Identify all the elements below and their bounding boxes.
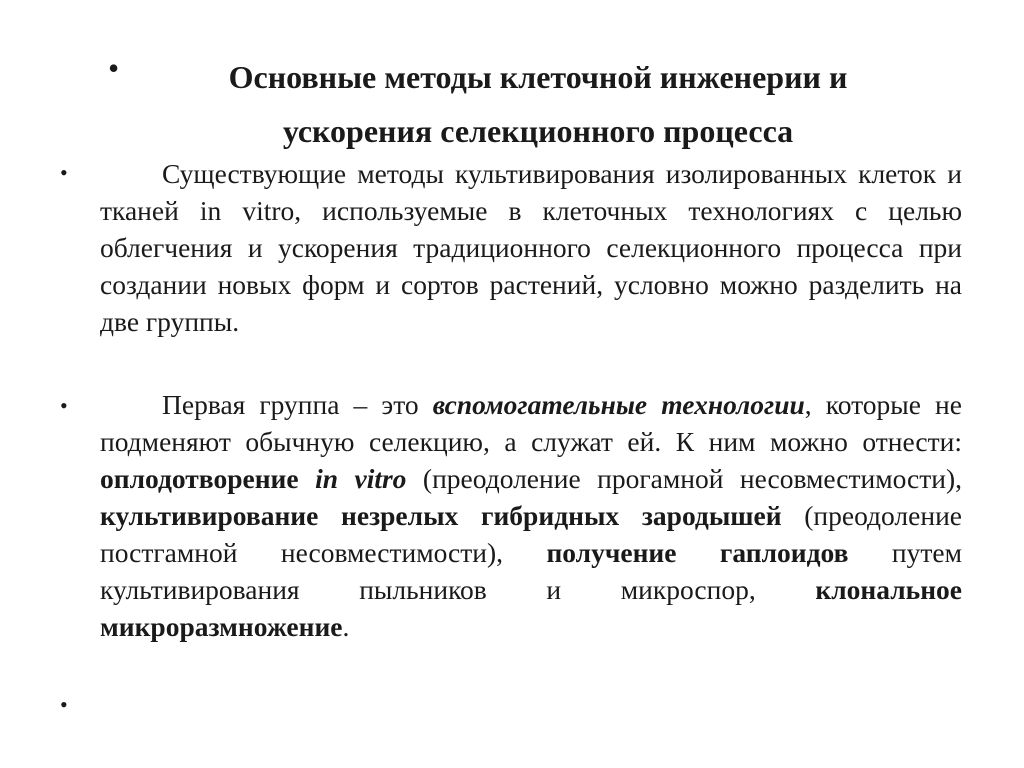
slide-title — [108, 50, 928, 158]
paragraph-1 — [100, 155, 962, 340]
title-bullet: • — [108, 50, 120, 86]
title-line-1: Основные методы клеточной инженерии и — [228, 59, 848, 95]
paragraph-2 — [100, 386, 962, 645]
paragraph-2-text-8: (преодоление постгамной несовместимости), — [100, 500, 962, 568]
paragraph-1-bullet: • — [60, 160, 68, 185]
auxiliary-technologies-term: вспомогательные технологии — [432, 389, 805, 420]
haploids-term: получение гаплоидов — [546, 537, 849, 568]
paragraph-2-text-12: . — [342, 611, 350, 642]
paragraph-2-text-3: , которые не подменяют обычную селекцию, а служат ей. К ним можно отнести: — [100, 389, 962, 457]
title-line-2: ускорения селекционного процесса — [282, 113, 794, 149]
paragraph-1-text: Существующие методы культивирования изолированных клеток и тканей in vitro, используемые в клеточных технологиях с целью облегчения и ускорения традиционного селекционного процесса при создании новых форм и сортов растений, условно можно разделить на две группы. — [100, 158, 962, 337]
title-text — [148, 50, 928, 158]
paragraph-2-text-10: путем культивирования пыльников и микроспор, — [100, 537, 962, 605]
paragraph-2-bullet: • — [60, 393, 68, 418]
paragraph-3-bullet: • — [60, 692, 68, 717]
in-vitro-term: in vitro — [315, 463, 407, 494]
paragraph-2-text-6: (преодоление прогамной несовместимости), — [406, 463, 962, 494]
micropropagation-term: клональное микроразмножение — [100, 574, 962, 642]
fertilization-term: оплодотворение — [100, 463, 316, 494]
paragraph-2-text-1: Первая группа – это — [162, 389, 433, 420]
embryo-culture-term: культивирование незрелых гибридных зародышей — [100, 500, 782, 531]
